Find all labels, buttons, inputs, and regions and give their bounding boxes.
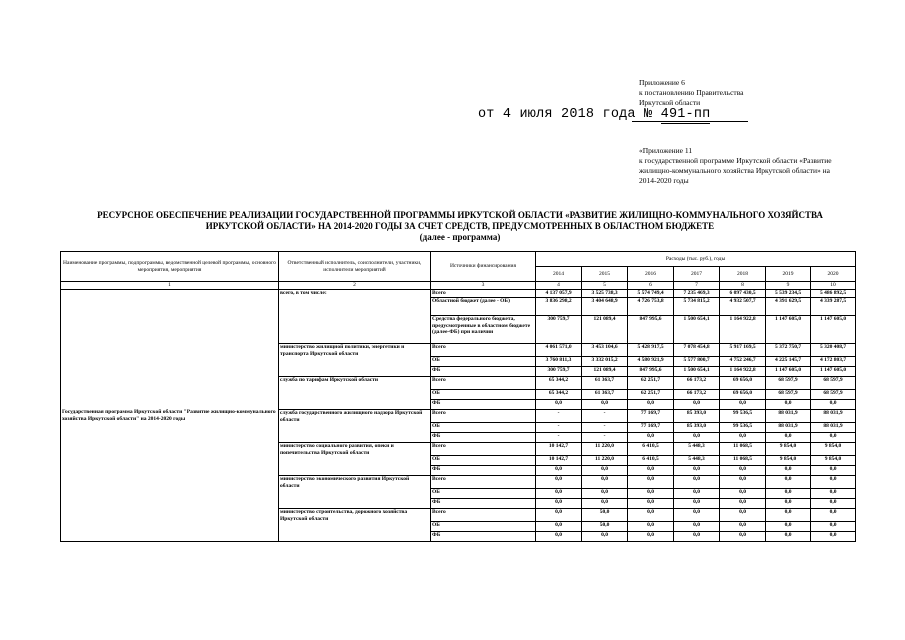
amount-cell: 0,0: [536, 489, 582, 499]
amount-cell: 5 574 749,4: [628, 290, 674, 298]
funding-source-cell: Областной бюджет (далее - ОБ): [431, 298, 536, 316]
document-title: [60, 210, 860, 243]
amount-cell: 11 068,5: [720, 456, 766, 466]
funding-source-cell: ОБ: [431, 456, 536, 466]
amount-cell: 0,0: [628, 499, 674, 509]
funding-source-cell: Средства федерального бюджета, предусмотренные в областном бюджете (далее-ФБ) при наличии: [431, 316, 536, 344]
amount-cell: 5 539 234,5: [766, 290, 811, 298]
amount-cell: 5 917 169,5: [720, 344, 766, 357]
appendix-6-line: к постановлению Правительства: [639, 88, 744, 97]
amount-cell: 1 147 605,0: [811, 316, 856, 344]
amount-cell: 69 656,0: [720, 377, 766, 390]
amount-cell: 11 220,0: [582, 443, 628, 456]
amount-cell: 847 995,6: [628, 316, 674, 344]
column-index: 8: [720, 282, 766, 290]
amount-cell: -: [536, 433, 582, 443]
amount-cell: 0,0: [720, 466, 766, 476]
amount-cell: 6 410,5: [628, 443, 674, 456]
amount-cell: 0,0: [628, 400, 674, 410]
table-row: [61, 290, 856, 298]
amount-cell: 88 031,9: [766, 423, 811, 433]
amount-cell: 62 251,7: [628, 390, 674, 400]
amount-cell: 7 235 469,3: [674, 290, 720, 298]
amount-cell: 3 525 738,3: [582, 290, 628, 298]
amount-cell: -: [582, 410, 628, 423]
column-index: 2: [279, 282, 431, 290]
amount-cell: 0,0: [674, 522, 720, 532]
header-executor: Ответственный исполнитель, соисполнители, участники, исполнители мероприятий: [279, 252, 431, 282]
amount-cell: 61 363,7: [582, 377, 628, 390]
amount-cell: 0,0: [536, 522, 582, 532]
amount-cell: 0,0: [720, 522, 766, 532]
executor-cell: министерство экономического развития Иркутской области: [279, 476, 431, 509]
funding-source-cell: Всего: [431, 344, 536, 357]
appendix-6-line: Приложение 6: [639, 78, 685, 87]
executor-cell: всего, в том числе:: [279, 290, 431, 344]
amount-cell: 0,0: [720, 433, 766, 443]
amount-cell: 300 759,7: [536, 367, 582, 377]
amount-cell: 88 031,9: [811, 423, 856, 433]
amount-cell: 0,0: [628, 433, 674, 443]
header-expenses: Расходы (тыс. руб.), годы: [536, 252, 856, 267]
funding-source-cell: ОБ: [431, 522, 536, 532]
amount-cell: 0,0: [674, 400, 720, 410]
resource-table: [60, 251, 856, 542]
funding-source-cell: ОБ: [431, 390, 536, 400]
resolution-date: [478, 107, 710, 122]
amount-cell: 0,0: [628, 509, 674, 522]
amount-cell: 66 173,2: [674, 377, 720, 390]
amount-cell: 1 147 605,0: [766, 316, 811, 344]
amount-cell: 0,0: [674, 509, 720, 522]
amount-cell: 61 363,7: [582, 390, 628, 400]
amount-cell: 0,0: [582, 489, 628, 499]
amount-cell: 0,0: [766, 400, 811, 410]
amount-cell: 68 597,9: [766, 377, 811, 390]
amount-cell: 4 726 753,8: [628, 298, 674, 316]
header-year: 2016: [628, 267, 674, 282]
appendix-11-block: [639, 146, 849, 186]
amount-cell: 0,0: [811, 522, 856, 532]
amount-cell: 0,0: [811, 532, 856, 542]
amount-cell: 9 854,0: [811, 443, 856, 456]
amount-cell: 4 061 571,0: [536, 344, 582, 357]
amount-cell: 77 169,7: [628, 423, 674, 433]
amount-cell: 0,0: [674, 476, 720, 489]
amount-cell: 68 597,9: [811, 377, 856, 390]
amount-cell: 0,0: [536, 509, 582, 522]
amount-cell: 65 344,2: [536, 377, 582, 390]
amount-cell: 121 089,4: [582, 367, 628, 377]
appendix-6-block: [639, 78, 743, 108]
funding-source-cell: ФБ: [431, 433, 536, 443]
funding-source-cell: Всего: [431, 443, 536, 456]
amount-cell: 0,0: [628, 466, 674, 476]
amount-cell: 88 031,9: [766, 410, 811, 423]
amount-cell: 0,0: [536, 476, 582, 489]
header-year: 2020: [811, 267, 856, 282]
amount-cell: 5 448,3: [674, 443, 720, 456]
executor-cell: служба по тарифам Иркутской области: [279, 377, 431, 410]
amount-cell: 10 142,7: [536, 443, 582, 456]
amount-cell: 77 169,7: [628, 410, 674, 423]
amount-cell: 0,0: [582, 499, 628, 509]
amount-cell: 5 372 750,7: [766, 344, 811, 357]
amount-cell: 62 251,7: [628, 377, 674, 390]
amount-cell: 0,0: [674, 433, 720, 443]
amount-cell: 4 339 287,5: [811, 298, 856, 316]
amount-cell: 0,0: [811, 400, 856, 410]
amount-cell: -: [582, 423, 628, 433]
executor-cell: министерство жилищной политики, энергетики и транспорта Иркутской области: [279, 344, 431, 377]
amount-cell: 69 656,0: [720, 390, 766, 400]
title-line: ИРКУТСКОЙ ОБЛАСТИ» НА 2014-2020 ГОДЫ ЗА СЧЕТ СРЕДСТВ, ПРЕДУСМОТРЕННЫХ В ОБЛАСТНОМ БЮДЖЕТЕ: [205, 221, 715, 231]
title-line: РЕСУРСНОЕ ОБЕСПЕЧЕНИЕ РЕАЛИЗАЦИИ ГОСУДАРСТВЕННОЙ ПРОГРАММЫ ИРКУТСКОЙ ОБЛАСТИ «РАЗВИТИЕ ЖИЛИЩНО-КОММУНАЛЬНОГО ХОЗЯЙСТВА: [97, 210, 823, 220]
amount-cell: 0,0: [628, 489, 674, 499]
header-year: 2018: [720, 267, 766, 282]
amount-cell: 0,0: [674, 466, 720, 476]
amount-cell: 0,0: [766, 509, 811, 522]
funding-source-cell: ОБ: [431, 489, 536, 499]
amount-cell: 0,0: [766, 433, 811, 443]
column-index: 7: [674, 282, 720, 290]
amount-cell: 99 536,5: [720, 423, 766, 433]
amount-cell: 0,0: [582, 476, 628, 489]
column-index: 1: [61, 282, 279, 290]
header-program: Наименование программы, подпрограммы, ведомственной целевой программы, основного мероприятия, мероприятия: [61, 252, 279, 282]
column-index: 3: [431, 282, 536, 290]
amount-cell: 1 147 605,0: [811, 367, 856, 377]
amount-cell: 5 734 815,2: [674, 298, 720, 316]
table-body: [61, 290, 856, 542]
amount-cell: 0,0: [720, 489, 766, 499]
amount-cell: 0,0: [674, 532, 720, 542]
column-index: 6: [628, 282, 674, 290]
header-year: 2017: [674, 267, 720, 282]
amount-cell: 0,0: [720, 532, 766, 542]
amount-cell: 3 404 648,9: [582, 298, 628, 316]
funding-source-cell: Всего: [431, 290, 536, 298]
funding-source-cell: ФБ: [431, 466, 536, 476]
amount-cell: 5 577 800,7: [674, 357, 720, 367]
amount-cell: 0,0: [720, 400, 766, 410]
amount-cell: 0,0: [536, 400, 582, 410]
amount-cell: 3 836 298,2: [536, 298, 582, 316]
amount-cell: 0,0: [674, 489, 720, 499]
amount-cell: 0,0: [582, 466, 628, 476]
amount-cell: 1 164 922,8: [720, 316, 766, 344]
amount-cell: 0,0: [536, 532, 582, 542]
amount-cell: -: [582, 433, 628, 443]
amount-cell: 4 932 507,7: [720, 298, 766, 316]
executor-cell: министерство строительства, дорожного хозяйства Иркутской области: [279, 509, 431, 542]
funding-source-cell: Всего: [431, 410, 536, 423]
column-index: 5: [582, 282, 628, 290]
amount-cell: 0,0: [628, 476, 674, 489]
amount-cell: 0,0: [628, 532, 674, 542]
amount-cell: 85 393,0: [674, 410, 720, 423]
amount-cell: 85 393,0: [674, 423, 720, 433]
funding-source-cell: ФБ: [431, 499, 536, 509]
header-year: 2014: [536, 267, 582, 282]
amount-cell: 50,0: [582, 509, 628, 522]
appendix-6-line: Иркутской области: [639, 98, 701, 107]
header-year: 2019: [766, 267, 811, 282]
amount-cell: 4 752 246,7: [720, 357, 766, 367]
number-underline: [632, 121, 748, 122]
amount-cell: 9 854,0: [766, 456, 811, 466]
amount-cell: 5 448,3: [674, 456, 720, 466]
amount-cell: 0,0: [766, 489, 811, 499]
executor-cell: служба государственного жилищного надзора Иркутской области: [279, 410, 431, 443]
amount-cell: 0,0: [720, 509, 766, 522]
amount-cell: 0,0: [674, 499, 720, 509]
amount-cell: 5 320 408,7: [811, 344, 856, 357]
funding-source-cell: ОБ: [431, 357, 536, 367]
appendix-11-line: к государственной программе Иркутской области «Развитие жилищно-коммунального хозяйства Иркутской области» на 2014-2020 годы: [639, 156, 832, 185]
amount-cell: 0,0: [811, 466, 856, 476]
amount-cell: 9 854,0: [766, 443, 811, 456]
column-index: 9: [766, 282, 811, 290]
funding-source-cell: ФБ: [431, 400, 536, 410]
amount-cell: 0,0: [582, 532, 628, 542]
amount-cell: 3 332 015,2: [582, 357, 628, 367]
amount-cell: 300 759,7: [536, 316, 582, 344]
amount-cell: -: [536, 410, 582, 423]
amount-cell: 1 500 654,1: [674, 367, 720, 377]
funding-source-cell: Всего: [431, 476, 536, 489]
column-index: 4: [536, 282, 582, 290]
amount-cell: 1 164 922,8: [720, 367, 766, 377]
amount-cell: 4 172 803,7: [811, 357, 856, 367]
amount-cell: 1 500 654,1: [674, 316, 720, 344]
amount-cell: 0,0: [811, 509, 856, 522]
amount-cell: 0,0: [536, 499, 582, 509]
amount-cell: 0,0: [720, 476, 766, 489]
amount-cell: 1 147 605,0: [766, 367, 811, 377]
amount-cell: 0,0: [811, 499, 856, 509]
header-source: Источники финансирования: [431, 252, 536, 282]
amount-cell: 0,0: [811, 433, 856, 443]
amount-cell: 4 137 057,9: [536, 290, 582, 298]
program-name-cell: Государственная программа Иркутской области "Развитие жилищно-коммунального хозяйства Иркутской области" на 2014-2020 годы: [61, 290, 279, 542]
amount-cell: 6 097 430,5: [720, 290, 766, 298]
amount-cell: 11 220,0: [582, 456, 628, 466]
amount-cell: 0,0: [766, 499, 811, 509]
amount-cell: 0,0: [811, 489, 856, 499]
amount-cell: -: [536, 423, 582, 433]
amount-cell: 66 173,2: [674, 390, 720, 400]
funding-source-cell: ФБ: [431, 532, 536, 542]
amount-cell: 9 854,0: [811, 456, 856, 466]
title-line: (далее - программа): [419, 232, 501, 242]
amount-cell: 0,0: [720, 499, 766, 509]
amount-cell: 5 428 917,5: [628, 344, 674, 357]
amount-cell: 4 225 145,7: [766, 357, 811, 367]
amount-cell: 50,0: [582, 522, 628, 532]
amount-cell: 0,0: [582, 400, 628, 410]
header-year: 2015: [582, 267, 628, 282]
amount-cell: 0,0: [811, 476, 856, 489]
amount-cell: 68 597,9: [766, 390, 811, 400]
amount-cell: 11 068,5: [720, 443, 766, 456]
amount-cell: 6 410,5: [628, 456, 674, 466]
amount-cell: 4 391 629,5: [766, 298, 811, 316]
amount-cell: 88 031,9: [811, 410, 856, 423]
amount-cell: 7 078 454,8: [674, 344, 720, 357]
amount-cell: 5 486 892,5: [811, 290, 856, 298]
funding-source-cell: Всего: [431, 509, 536, 522]
amount-cell: 0,0: [766, 466, 811, 476]
amount-cell: 0,0: [766, 532, 811, 542]
resolution-number: 491-пп: [660, 107, 711, 122]
amount-cell: 0,0: [766, 476, 811, 489]
amount-cell: 68 597,9: [811, 390, 856, 400]
executor-cell: министерство социального развития, опеки и попечительства Иркутской области: [279, 443, 431, 476]
amount-cell: 65 344,2: [536, 390, 582, 400]
amount-cell: 3 760 811,3: [536, 357, 582, 367]
funding-source-cell: ФБ: [431, 367, 536, 377]
resolution-date-text: от 4 июля 2018 года №: [478, 107, 653, 122]
amount-cell: 847 995,6: [628, 367, 674, 377]
funding-source-cell: Всего: [431, 377, 536, 390]
amount-cell: 121 089,4: [582, 316, 628, 344]
amount-cell: 0,0: [766, 522, 811, 532]
amount-cell: 99 536,5: [720, 410, 766, 423]
amount-cell: 0,0: [628, 522, 674, 532]
amount-cell: 0,0: [536, 466, 582, 476]
amount-cell: 4 580 921,9: [628, 357, 674, 367]
amount-cell: 10 142,7: [536, 456, 582, 466]
amount-cell: 3 453 104,6: [582, 344, 628, 357]
funding-source-cell: ОБ: [431, 423, 536, 433]
column-index: 10: [811, 282, 856, 290]
appendix-11-line: «Приложение 11: [639, 146, 693, 155]
